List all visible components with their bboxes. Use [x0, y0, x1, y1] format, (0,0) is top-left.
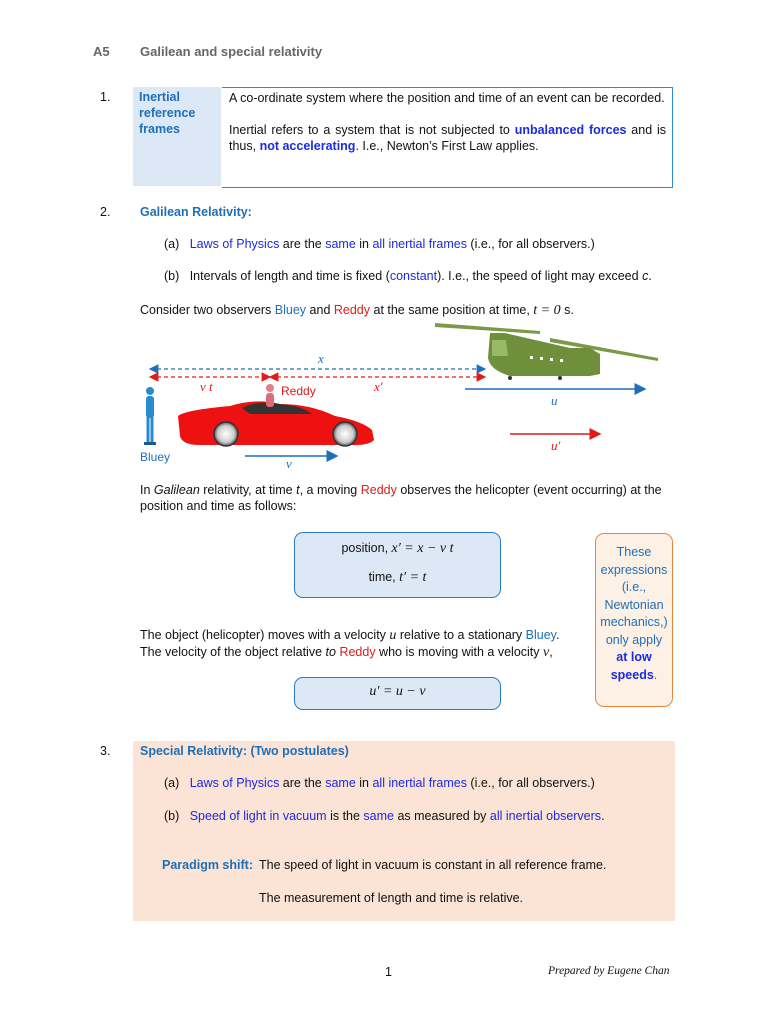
- velocity-transform-box: [294, 677, 501, 710]
- bluey-figure: [144, 387, 156, 445]
- galilean-transform-box: [294, 532, 501, 598]
- reddy-figure: [266, 384, 274, 407]
- page-title: Galilean and special relativity: [140, 44, 323, 59]
- bluey-label: Bluey: [140, 450, 171, 464]
- relativity-diagram: [130, 318, 670, 478]
- position-equation: position, x′ = x − v t: [341, 541, 454, 556]
- helicopter: [435, 323, 658, 380]
- definition-term: Inertial reference frames: [139, 90, 196, 136]
- velocity-sentence-1: The object (helicopter) moves with a velocity u relative to a stationary Bluey.: [140, 628, 560, 643]
- velocity-equation: u′ = u − v: [369, 684, 426, 699]
- definition-line-1: A co-ordinate system where the position and time of an event can be recorded.: [229, 91, 665, 105]
- section-2-number: 2.: [100, 205, 111, 219]
- galilean-point-b: (b) Intervals of length and time is fixed (constant). I.e., the speed of light may exceed c.: [164, 269, 652, 283]
- section-code: A5: [93, 44, 110, 59]
- special-point-a: (a) Laws of Physics are the same in all inertial frames (i.e., for all observers.): [164, 776, 595, 790]
- definition-box: [222, 87, 673, 188]
- galilean-point-a: (a) Laws of Physics are the same in all inertial frames (i.e., for all observers.): [164, 237, 595, 251]
- time-equation: time, t′ = t: [368, 570, 427, 585]
- section-2-title: Galilean Relativity:: [140, 205, 252, 219]
- definition-term-box: [133, 87, 221, 186]
- section-3-title: Special Relativity: (Two postulates): [140, 744, 349, 758]
- galilean-paragraph: In Galilean relativity, at time t, a moving Reddy observes the helicopter (event occurring) at the position and time as follows:: [140, 483, 662, 513]
- page-number: 1: [385, 965, 392, 979]
- paradigm-shift-line-1: The speed of light in vacuum is constant in all reference frame.: [259, 858, 607, 872]
- velocity-sentence-2: The velocity of the object relative to Reddy who is moving with a velocity v,: [140, 645, 553, 660]
- definition-line-2: Inertial refers to a system that is not subjected to unbalanced forces and is thus, not accelerating. I.e., Newton’s First Law applies.: [229, 123, 666, 153]
- uprime-label: u′: [551, 438, 561, 453]
- special-point-b: (b) Speed of light in vacuum is the same as measured by all inertial observers.: [164, 809, 605, 823]
- section-3-number: 3.: [100, 744, 111, 758]
- paradigm-shift-line-2: The measurement of length and time is relative.: [259, 891, 524, 905]
- u-label: u: [551, 393, 558, 408]
- vt-label: v t: [200, 379, 213, 394]
- section-1-number: 1.: [100, 90, 111, 104]
- v-label: v: [286, 456, 292, 471]
- paradigm-shift-label: Paradigm shift:: [162, 858, 253, 872]
- x-label: x: [318, 351, 324, 366]
- reddy-label: Reddy: [281, 384, 316, 398]
- xprime-label: x′: [374, 379, 383, 394]
- red-sports-car: [178, 401, 374, 446]
- consider-sentence: Consider two observers Bluey and Reddy at the same position at time, t = 0 s.: [140, 303, 574, 318]
- author-signature: Prepared by Eugene Chan: [548, 965, 670, 977]
- low-speed-note: These expressions (i.e., Newtonian mechanics,) only apply at low speeds.: [595, 533, 673, 707]
